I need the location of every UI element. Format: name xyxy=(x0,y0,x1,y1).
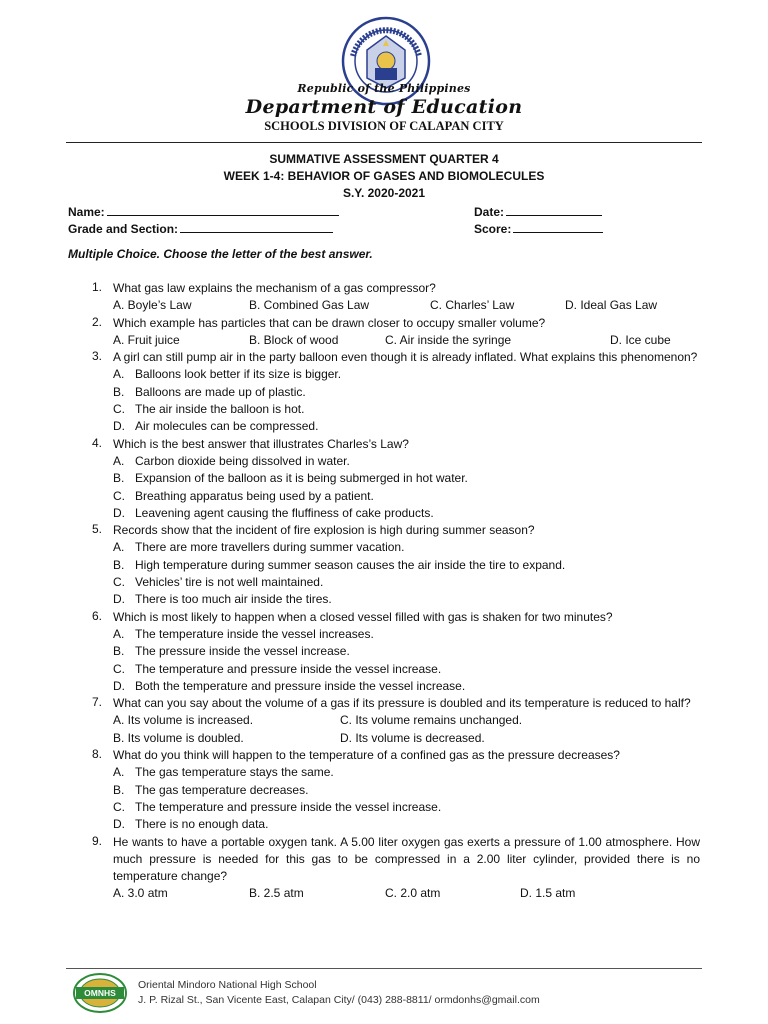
footer-logo-text: OMNHS xyxy=(84,988,116,998)
name-label: Name: xyxy=(68,205,105,219)
option-letter: B. xyxy=(113,644,125,659)
option-c[interactable]: C. Its volume remains unchanged. xyxy=(340,713,523,728)
grade-label: Grade and Section: xyxy=(68,222,179,236)
option-d[interactable] xyxy=(0,418,768,435)
option-text: There are more travellers during summer vacation. xyxy=(135,540,405,555)
option-b[interactable]: B. 2.5 atm xyxy=(249,886,304,901)
option-d[interactable] xyxy=(0,505,768,522)
name-field[interactable] xyxy=(68,203,339,219)
option-letter: B. xyxy=(113,782,125,797)
question-list xyxy=(0,280,768,903)
option-text: The gas temperature stays the same. xyxy=(135,765,334,780)
option-text: There is no enough data. xyxy=(135,817,269,832)
option-letter: D. xyxy=(113,592,125,607)
question-text: Records show that the incident of fire explosion is high during summer season? xyxy=(113,523,535,538)
option-c[interactable] xyxy=(0,488,768,505)
question-2 xyxy=(0,315,768,350)
school-address: J. P. Rizal St., San Vicente East, Calapan City/ (043) 288-8811/ ormdonhs@gmail.com xyxy=(138,994,540,1006)
option-text: Both the temperature and pressure inside the vessel increase. xyxy=(135,678,466,693)
option-c[interactable] xyxy=(0,574,768,591)
question-number: 9. xyxy=(92,833,103,848)
option-c[interactable]: C. Charles’ Law xyxy=(430,298,515,313)
question-text: What do you think will happen to the temperature of a confined gas as the pressure decreases? xyxy=(113,748,620,763)
option-text: Balloons are made up of plastic. xyxy=(135,384,306,399)
option-letter: C. xyxy=(113,402,125,417)
option-a[interactable]: A. Its volume is increased. xyxy=(113,713,254,728)
question-number: 3. xyxy=(92,349,103,364)
option-letter: A. xyxy=(113,453,125,468)
date-field[interactable] xyxy=(474,203,602,219)
footer-text xyxy=(138,978,540,1008)
question-text: He wants to have a portable oxygen tank. A 5.00 liter oxygen gas exerts a pressure of 1.00 atmosphere. How much pressure is needed for this gas to be compressed in a 2.00 liter cylinder, provided there is no temperature change? xyxy=(113,834,700,884)
school-name: Oriental Mindoro National High School xyxy=(138,979,317,991)
option-b[interactable] xyxy=(0,557,768,574)
option-c[interactable] xyxy=(0,799,768,816)
option-text: Leavening agent causing the fluffiness of cake products. xyxy=(135,505,434,520)
option-b[interactable] xyxy=(0,384,768,401)
options-row xyxy=(0,332,768,349)
option-b[interactable] xyxy=(0,643,768,660)
question-text: Which is the best answer that illustrates Charles’s Law? xyxy=(113,436,409,451)
instructions: Multiple Choice. Choose the letter of the best answer. xyxy=(68,247,373,261)
question-text: Which example has particles that can be drawn closer to occupy smaller volume? xyxy=(113,315,546,330)
option-letter: D. xyxy=(113,678,125,693)
option-c[interactable] xyxy=(0,661,768,678)
option-letter: B. xyxy=(113,557,125,572)
question-text: Which is most likely to happen when a closed vessel filled with gas is shaken for two minutes? xyxy=(113,609,613,624)
options-row xyxy=(0,730,768,747)
option-a[interactable] xyxy=(0,626,768,643)
options-row xyxy=(0,885,768,902)
option-b[interactable] xyxy=(0,782,768,799)
option-text: The temperature and pressure inside the vessel increase. xyxy=(135,661,442,676)
option-letter: A. xyxy=(113,765,125,780)
options-row xyxy=(0,712,768,729)
grade-field[interactable] xyxy=(68,220,333,236)
option-text: There is too much air inside the tires. xyxy=(135,592,332,607)
option-letter: D. xyxy=(113,505,125,520)
option-d[interactable]: D. Its volume is decreased. xyxy=(340,730,485,745)
option-letter: D. xyxy=(113,419,125,434)
question-number: 7. xyxy=(92,695,103,710)
option-c[interactable]: C. Air inside the syringe xyxy=(385,332,512,347)
week-title: WEEK 1-4: BEHAVIOR OF GASES AND BIOMOLECULES xyxy=(223,169,545,183)
question-number: 4. xyxy=(92,435,103,450)
option-letter: B. xyxy=(113,471,125,486)
question-number: 1. xyxy=(92,280,103,294)
question-4 xyxy=(0,436,768,522)
date-label: Date: xyxy=(474,205,505,219)
option-letter: A. xyxy=(113,367,125,382)
option-d[interactable]: D. Ice cube xyxy=(610,332,671,347)
option-letter: B. xyxy=(113,384,125,399)
option-text: High temperature during summer season causes the air inside the tire to expand. xyxy=(135,557,566,572)
option-letter: D. xyxy=(113,817,125,832)
score-label: Score: xyxy=(474,222,512,236)
option-a[interactable] xyxy=(0,453,768,470)
option-a[interactable]: A. 3.0 atm xyxy=(113,886,168,901)
option-text: The air inside the balloon is hot. xyxy=(135,402,305,417)
department-title: Department of Education xyxy=(245,96,523,118)
question-8 xyxy=(0,747,768,833)
school-year: S.Y. 2020-2021 xyxy=(342,186,426,200)
option-text: The gas temperature decreases. xyxy=(135,782,309,797)
name-blank[interactable] xyxy=(107,203,339,216)
footer-divider xyxy=(66,968,702,969)
score-field[interactable] xyxy=(474,220,603,236)
question-text: What can you say about the volume of a gas if its pressure is doubled and its temperature is reduced to half? xyxy=(113,696,691,711)
question-6 xyxy=(0,609,768,695)
question-1 xyxy=(0,280,768,315)
option-text: The temperature inside the vessel increases. xyxy=(135,626,374,641)
option-a[interactable] xyxy=(0,764,768,781)
score-blank[interactable] xyxy=(513,220,603,233)
option-d[interactable]: D. Ideal Gas Law xyxy=(565,298,658,313)
options-row xyxy=(0,297,768,314)
option-a[interactable] xyxy=(0,366,768,383)
option-a[interactable]: A. Fruit juice xyxy=(113,332,180,347)
option-text: Vehicles’ tire is not well maintained. xyxy=(135,575,324,590)
option-letter: A. xyxy=(113,626,125,641)
division-label: SCHOOLS DIVISION OF CALAPAN CITY xyxy=(264,119,504,133)
question-3 xyxy=(0,349,768,435)
option-c[interactable] xyxy=(0,401,768,418)
option-b[interactable] xyxy=(0,470,768,487)
option-c[interactable]: C. 2.0 atm xyxy=(385,886,441,901)
option-letter: C. xyxy=(113,488,125,503)
option-a[interactable] xyxy=(0,539,768,556)
option-letter: C. xyxy=(113,575,125,590)
option-text: Carbon dioxide being dissolved in water. xyxy=(135,453,350,468)
option-b[interactable]: B. Its volume is doubled. xyxy=(113,730,244,745)
republic-label: Republic of the Philippines xyxy=(297,82,471,95)
option-a[interactable]: A. Boyle’s Law xyxy=(113,298,192,313)
question-5 xyxy=(0,522,768,608)
question-9 xyxy=(0,834,768,903)
question-number: 8. xyxy=(92,747,103,762)
option-letter: C. xyxy=(113,661,125,676)
option-b[interactable]: B. Combined Gas Law xyxy=(249,298,370,313)
question-text: What gas law explains the mechanism of a gas compressor? xyxy=(113,281,436,295)
assessment-title: SUMMATIVE ASSESSMENT QUARTER 4 xyxy=(269,152,499,166)
question-number: 5. xyxy=(92,522,103,537)
header-divider xyxy=(66,142,702,143)
option-b[interactable]: B. Block of wood xyxy=(249,332,339,347)
option-text: The pressure inside the vessel increase. xyxy=(135,644,350,659)
option-text: Air molecules can be compressed. xyxy=(135,419,319,434)
option-text: The temperature and pressure inside the vessel increase. xyxy=(135,799,442,814)
footer xyxy=(66,972,702,1014)
option-d[interactable] xyxy=(0,816,768,833)
question-text: A girl can still pump air in the party balloon even though it is already inflated. What explains this phenomenon? xyxy=(113,350,698,365)
question-7 xyxy=(0,695,768,747)
option-d[interactable]: D. 1.5 atm xyxy=(520,886,576,901)
option-letter: C. xyxy=(113,799,125,814)
date-blank[interactable] xyxy=(506,203,602,216)
option-text: Expansion of the balloon as it is being submerged in hot water. xyxy=(135,471,468,486)
question-number: 2. xyxy=(92,314,103,329)
question-number: 6. xyxy=(92,608,103,623)
option-letter: A. xyxy=(113,540,125,555)
option-text: Balloons look better if its size is bigger. xyxy=(135,367,342,382)
option-d[interactable] xyxy=(0,678,768,695)
option-d[interactable] xyxy=(0,591,768,608)
grade-blank[interactable] xyxy=(180,220,333,233)
option-text: Breathing apparatus being used by a patient. xyxy=(135,488,374,503)
